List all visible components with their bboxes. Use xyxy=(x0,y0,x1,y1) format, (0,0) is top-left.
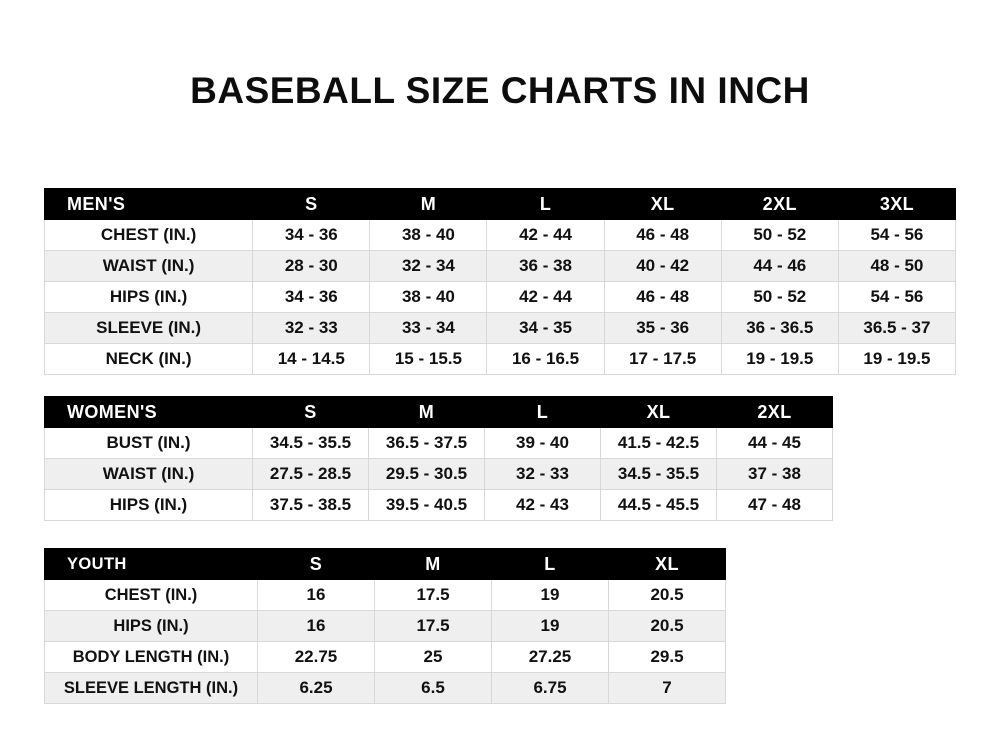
table-cell: 37.5 - 38.5 xyxy=(253,490,369,521)
table-cell: 44.5 - 45.5 xyxy=(601,490,717,521)
column-header: MEN'S xyxy=(45,189,253,220)
column-header: M xyxy=(370,189,487,220)
table-row xyxy=(45,611,726,642)
row-label: HIPS (IN.) xyxy=(45,282,253,313)
table-cell: 36 - 38 xyxy=(487,251,604,282)
table-cell: 16 - 16.5 xyxy=(487,344,604,375)
table-cell: 38 - 40 xyxy=(370,220,487,251)
table-cell: 41.5 - 42.5 xyxy=(601,428,717,459)
table-cell: 40 - 42 xyxy=(604,251,721,282)
table-cell: 29.5 - 30.5 xyxy=(369,459,485,490)
column-header: S xyxy=(253,189,370,220)
table-cell: 19 - 19.5 xyxy=(721,344,838,375)
table-cell: 32 - 33 xyxy=(253,313,370,344)
table-cell: 17 - 17.5 xyxy=(604,344,721,375)
table-cell: 28 - 30 xyxy=(253,251,370,282)
table-cell: 47 - 48 xyxy=(717,490,833,521)
table-cell: 54 - 56 xyxy=(838,282,955,313)
table-cell: 36.5 - 37 xyxy=(838,313,955,344)
column-header: M xyxy=(369,397,485,428)
table-cell: 34.5 - 35.5 xyxy=(601,459,717,490)
table-cell: 38 - 40 xyxy=(370,282,487,313)
table-row xyxy=(45,459,833,490)
youth-size-table xyxy=(44,548,726,704)
table-row xyxy=(45,220,956,251)
table-cell: 50 - 52 xyxy=(721,282,838,313)
table-cell: 27.25 xyxy=(492,642,609,673)
row-label: HIPS (IN.) xyxy=(45,490,253,521)
table-cell: 34 - 36 xyxy=(253,282,370,313)
table-row xyxy=(45,344,956,375)
table-cell: 19 xyxy=(492,611,609,642)
row-label: WAIST (IN.) xyxy=(45,459,253,490)
table-cell: 29.5 xyxy=(609,642,726,673)
table-row xyxy=(45,673,726,704)
table-cell: 15 - 15.5 xyxy=(370,344,487,375)
table-cell: 19 - 19.5 xyxy=(838,344,955,375)
table-cell: 46 - 48 xyxy=(604,282,721,313)
table-cell: 16 xyxy=(258,611,375,642)
table-cell: 22.75 xyxy=(258,642,375,673)
column-header: 2XL xyxy=(721,189,838,220)
column-header: XL xyxy=(609,549,726,580)
page-title: BASEBALL SIZE CHARTS IN INCH xyxy=(190,70,810,111)
table-cell: 17.5 xyxy=(375,580,492,611)
table-row xyxy=(45,428,833,459)
table-cell: 14 - 14.5 xyxy=(253,344,370,375)
row-label: WAIST (IN.) xyxy=(45,251,253,282)
column-header: S xyxy=(258,549,375,580)
table-cell: 6.25 xyxy=(258,673,375,704)
table-row xyxy=(45,313,956,344)
table-header-row xyxy=(45,549,726,580)
table-cell: 20.5 xyxy=(609,611,726,642)
table-header-row xyxy=(45,397,833,428)
table-cell: 44 - 45 xyxy=(717,428,833,459)
table-cell: 37 - 38 xyxy=(717,459,833,490)
row-label: HIPS (IN.) xyxy=(45,611,258,642)
column-header: 3XL xyxy=(838,189,955,220)
table-cell: 32 - 34 xyxy=(370,251,487,282)
column-header: XL xyxy=(601,397,717,428)
column-header: L xyxy=(487,189,604,220)
table-cell: 27.5 - 28.5 xyxy=(253,459,369,490)
row-label: SLEEVE (IN.) xyxy=(45,313,253,344)
table-cell: 34.5 - 35.5 xyxy=(253,428,369,459)
table-cell: 46 - 48 xyxy=(604,220,721,251)
table-cell: 17.5 xyxy=(375,611,492,642)
table-cell: 34 - 36 xyxy=(253,220,370,251)
table-header-row xyxy=(45,189,956,220)
table-row xyxy=(45,490,833,521)
table-row xyxy=(45,251,956,282)
table-cell: 7 xyxy=(609,673,726,704)
table-row xyxy=(45,580,726,611)
table-cell: 6.5 xyxy=(375,673,492,704)
table-cell: 42 - 44 xyxy=(487,282,604,313)
row-label: NECK (IN.) xyxy=(45,344,253,375)
table-cell: 48 - 50 xyxy=(838,251,955,282)
womens-size-table xyxy=(44,396,833,521)
table-cell: 19 xyxy=(492,580,609,611)
row-label: CHEST (IN.) xyxy=(45,580,258,611)
table-cell: 16 xyxy=(258,580,375,611)
row-label: BODY LENGTH (IN.) xyxy=(45,642,258,673)
table-cell: 6.75 xyxy=(492,673,609,704)
table-cell: 35 - 36 xyxy=(604,313,721,344)
column-header: S xyxy=(253,397,369,428)
table-row xyxy=(45,282,956,313)
table-cell: 42 - 44 xyxy=(487,220,604,251)
table-cell: 54 - 56 xyxy=(838,220,955,251)
column-header: XL xyxy=(604,189,721,220)
column-header: YOUTH xyxy=(45,549,258,580)
table-cell: 39 - 40 xyxy=(485,428,601,459)
column-header: WOMEN'S xyxy=(45,397,253,428)
table-cell: 36.5 - 37.5 xyxy=(369,428,485,459)
table-cell: 39.5 - 40.5 xyxy=(369,490,485,521)
table-cell: 44 - 46 xyxy=(721,251,838,282)
table-row xyxy=(45,642,726,673)
table-cell: 36 - 36.5 xyxy=(721,313,838,344)
row-label: CHEST (IN.) xyxy=(45,220,253,251)
column-header: M xyxy=(375,549,492,580)
table-cell: 50 - 52 xyxy=(721,220,838,251)
column-header: L xyxy=(485,397,601,428)
table-cell: 42 - 43 xyxy=(485,490,601,521)
mens-size-table xyxy=(44,188,956,375)
table-cell: 34 - 35 xyxy=(487,313,604,344)
table-cell: 25 xyxy=(375,642,492,673)
table-cell: 20.5 xyxy=(609,580,726,611)
column-header: L xyxy=(492,549,609,580)
table-cell: 33 - 34 xyxy=(370,313,487,344)
table-cell: 32 - 33 xyxy=(485,459,601,490)
row-label: BUST (IN.) xyxy=(45,428,253,459)
column-header: 2XL xyxy=(717,397,833,428)
row-label: SLEEVE LENGTH (IN.) xyxy=(45,673,258,704)
